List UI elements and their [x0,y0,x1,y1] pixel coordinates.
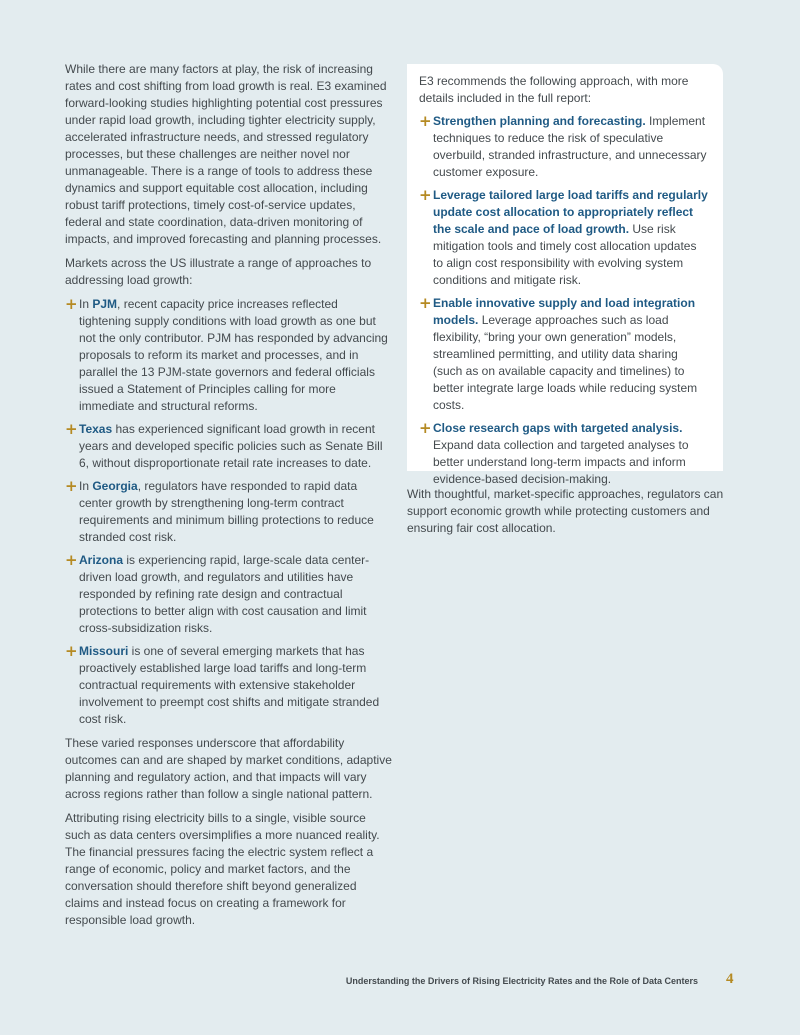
list-item: + Leverage tailored large load tariffs and regularly update cost allocation to appropriately reflect the scale and pace of load growth. Use risk mitigation tools and timely cost allocation updates to align cost responsibility with evolving system conditions and mitigate risk. [419,186,708,287]
recommendation-lead: Enable innovative supply and load integration models. [433,296,696,327]
footer-title: Understanding the Drivers of Rising Electricity Rates and the Role of Data Centers [345,976,698,986]
recommendations-list [419,113,709,488]
left-column [65,61,393,936]
plus-icon: + [419,112,432,130]
list-item: + Enable innovative supply and load integration models. Leverage approaches such as load flexibility, “bring your own generation” models, streamlined permitting, and utility data sharing (such as on available capacity and timelines) to better integrate large loads while reducing system costs. [419,294,698,412]
plus-icon: + [65,477,78,495]
market-name: Texas [79,422,113,436]
varied-paragraph: These varied responses underscore that affordability outcomes can and are shaped by market conditions, adaptive planning and regulatory action, and that impacts will vary across regions rather than follow a single national pattern. [65,736,392,801]
plus-icon: + [65,642,78,660]
list-item: + Missouri is one of several emerging markets that has proactively established large load tariffs and long-term contractual requirements with extensive stakeholder involvement to preempt cost shifts and mitigate stranded cost risk. [65,642,380,726]
recommendation-lead: Leverage tailored large load tariffs and regularly update cost allocation to appropriately reflect the scale and pace of load growth. [433,188,708,236]
plus-icon: + [65,295,78,313]
intro-paragraph: While there are many factors at play, the risk of increasing rates and cost shifting from load growth is real. E3 examined forward-looking studies highlighting potential cost pressures under rapid load growth, including tighter electricity supply, accelerated infrastructure needs, and stressed regulatory processes, but these challenges are neither novel nor unmanageable. There is a range of tools to address these dynamics and support equitable cost allocation, including robust tariff protections, timely cost-of-service updates, federal and state coordination, data-driven monitoring of impacts, and improved forecasting and planning processes. [65,62,387,246]
list-item: + Arizona is experiencing rapid, large-scale data center-driven load growth, and regulators and utilities have responded by refining rate design and contractual protections to better align with cost causation and limit cross-subsidization risks. [65,551,370,635]
recommendations-card [407,64,723,486]
market-name: Arizona [79,553,124,567]
market-name: PJM [92,297,118,311]
recommendation-lead: Close research gaps with targeted analysis. [433,421,683,435]
markets-intro: Markets across the US illustrate a range of approaches to addressing load growth: [65,256,372,287]
card-intro: E3 recommends the following approach, with more details included in the full report: [419,74,689,105]
list-item: + In Georgia, regulators have responded to rapid data center growth by strengthening long-term contract requirements and minimum billing protections to reduce stranded cost risk. [65,477,374,544]
list-item: + Strengthen planning and forecasting. Implement techniques to reduce the risk of speculative overbuild, stranded infrastructure, and unnecessary customer exposure. [419,112,707,179]
list-item: + Texas has experienced significant load growth in recent years and developed specific policies such as Senate Bill 6, without disproportionate retail rate increases to date. [65,420,383,470]
list-item: + Close research gaps with targeted analysis. Expand data collection and targeted analyses to better understand long-term impacts and inform evidence-based decision-making. [419,419,689,486]
closing-paragraph: With thoughtful, market-specific approaches, regulators can support economic growth while protecting customers and ensuring fair cost allocation. [407,487,724,535]
page-number: 4 [726,971,734,987]
market-name: Missouri [79,644,129,658]
plus-icon: + [65,420,78,438]
plus-icon: + [419,294,432,312]
recommendation-lead: Strengthen planning and forecasting. [433,114,646,128]
plus-icon: + [419,186,432,204]
plus-icon: + [419,419,432,437]
list-item: + In PJM, recent capacity price increases reflected tightening supply conditions with load growth as one but not the only contributor. PJM has responded by advancing proposals to reform its market and processes, and in parallel the 13 PJM-state governors and federal officials issued a Statement of Principles calling for more immediate and structural reforms. [65,295,388,413]
plus-icon: + [65,551,78,569]
markets-list [65,296,393,728]
attributing-paragraph: Attributing rising electricity bills to a single, visible source such as data centers oversimplifies a more nuanced reality. The financial pressures facing the electric system reflect a range of economic, policy and market factors, and the conversation should therefore shift beyond generalized claims and instead focus on creating a framework for responsible load growth. [65,811,380,927]
market-name: Georgia [92,479,138,493]
